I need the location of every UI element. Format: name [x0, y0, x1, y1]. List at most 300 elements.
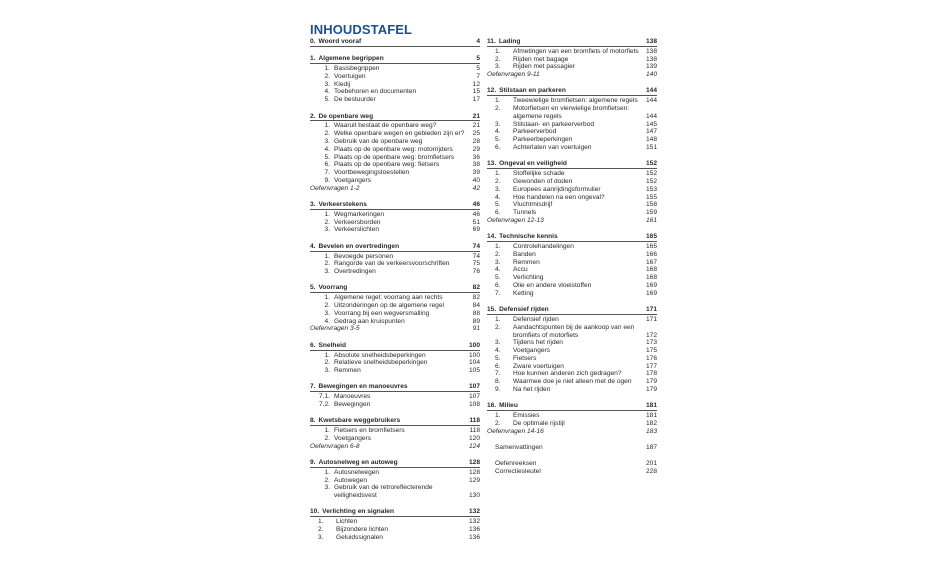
chapter-page: 165 — [645, 233, 657, 241]
chapter-title: Milieu — [499, 402, 518, 410]
exercise-entry[interactable] — [487, 428, 657, 436]
toc-entry[interactable] — [487, 274, 657, 282]
entry-page: 183 — [645, 427, 657, 435]
toc-entry[interactable] — [487, 201, 657, 209]
toc-entry[interactable] — [310, 367, 480, 375]
entry-page: 144 — [645, 112, 657, 120]
entry-number: 3. — [324, 309, 330, 317]
toc-chapter — [487, 160, 657, 224]
toc-entry[interactable] — [310, 268, 480, 276]
chapter-heading[interactable] — [487, 402, 657, 411]
entry-page: 138 — [645, 47, 657, 55]
toc-entry[interactable] — [310, 130, 480, 138]
toc-chapter — [310, 38, 480, 47]
chapter-title: De openbare weg — [318, 112, 374, 120]
toc-entry[interactable] — [487, 290, 657, 298]
chapter-heading[interactable] — [310, 508, 480, 517]
entry-number: 4. — [324, 88, 330, 96]
entry-title: Kledij — [334, 80, 351, 88]
entry-page: 151 — [645, 144, 657, 152]
entry-title: Verlichting — [513, 274, 544, 282]
entry-title: Plaats op de openbare weg: fietsers — [334, 161, 440, 169]
entry-title: Verkeerslichten — [334, 226, 380, 234]
entry-title: Voortbewegingstoestellen — [334, 169, 410, 177]
chapter-heading[interactable] — [487, 306, 657, 315]
toc-entry[interactable] — [487, 243, 657, 251]
entry-page: 25 — [472, 130, 480, 138]
chapter-number: 9. — [310, 458, 316, 466]
toc-entry[interactable] — [487, 136, 657, 144]
entry-page: 168 — [645, 266, 657, 274]
entry-title: Gedrag aan kruispunten — [334, 317, 405, 325]
entry-title: Oefenvragen 12-13 — [487, 216, 544, 224]
toc-entry[interactable] — [487, 113, 657, 121]
page-title: INHOUDSTAFEL — [310, 22, 413, 37]
entry-title: Oefenvragen 14-16 — [487, 427, 544, 435]
entry-number: 1. — [495, 170, 501, 178]
toc-chapter — [487, 460, 657, 476]
entry-page: 120 — [468, 434, 480, 442]
toc-chapter — [487, 306, 657, 394]
chapter-number: 13. — [487, 160, 497, 168]
toc-entry[interactable] — [487, 48, 657, 56]
toc-entry[interactable] — [487, 363, 657, 371]
entry-number: 6. — [324, 161, 330, 169]
entry-page: 76 — [472, 268, 480, 276]
entry-number: 2. — [324, 359, 330, 367]
toc-entry[interactable] — [487, 386, 657, 394]
chapter-title: Lading — [498, 38, 521, 45]
entry-title: Oefenreeksen — [495, 460, 537, 468]
entry-number: 1. — [324, 252, 330, 260]
toc-entry[interactable] — [310, 484, 480, 492]
chapter-heading[interactable] — [310, 383, 480, 392]
entry-number: 5. — [495, 136, 501, 144]
entry-number: 3. — [495, 63, 501, 71]
toc-entry[interactable] — [487, 121, 657, 129]
toc-chapter — [310, 459, 480, 500]
toc-entry[interactable] — [310, 518, 480, 526]
toc-entry[interactable] — [310, 469, 480, 477]
entry-title: De bestuurder — [334, 96, 376, 104]
entry-title: Tweewielige bromfietsen: algemene regels — [513, 97, 638, 105]
toc-entry[interactable] — [487, 412, 657, 420]
entry-number: 2. — [495, 419, 501, 427]
toc-entry[interactable] — [310, 81, 480, 89]
entry-title: Hoe handelen na een ongeval? — [513, 193, 605, 201]
entry-title: Voetgangers — [513, 347, 551, 355]
entry-page: 89 — [472, 317, 480, 325]
exercise-entry[interactable] — [487, 71, 657, 79]
entry-title: Achterlaten van voertuigen — [513, 144, 592, 152]
entry-title: Voorrang bij een wegversmalling — [334, 309, 430, 317]
toc-chapter — [310, 201, 480, 234]
entry-page: 177 — [645, 362, 657, 370]
entry-page: 42 — [472, 184, 480, 192]
toc-chapter — [487, 402, 657, 435]
entry-page: 166 — [645, 250, 657, 258]
entry-title: Motorfietsen en vierwielige bromfietsen: — [513, 105, 630, 113]
entry-title: Parkeerbeperkingen — [513, 136, 573, 144]
chapter-heading[interactable] — [310, 201, 480, 210]
toc-entry[interactable] — [487, 378, 657, 386]
chapter-heading[interactable] — [310, 459, 480, 468]
entry-number: 5. — [324, 153, 330, 161]
chapter-title: Voorrang — [318, 284, 348, 292]
entry-number: 3. — [318, 533, 324, 541]
entry-number: 1. — [324, 427, 330, 435]
toc-entry[interactable] — [310, 318, 480, 326]
entry-number: 2. — [495, 55, 501, 63]
chapter-page: 181 — [645, 402, 657, 410]
entry-title: Rangorde van de verkeersvoorschriften — [334, 260, 450, 268]
entry-title: Na het rijden — [513, 386, 551, 394]
toc-entry[interactable] — [487, 282, 657, 290]
entry-number: 4. — [495, 347, 501, 355]
entry-title: Gebruik van de retroreflecterende — [334, 484, 433, 492]
toc-chapter — [310, 55, 480, 104]
toc-entry[interactable] — [310, 177, 480, 185]
chapter-heading[interactable] — [310, 243, 480, 252]
chapter-number: 12. — [487, 87, 497, 95]
entry-number: 3. — [495, 339, 501, 347]
chapter-heading[interactable] — [487, 233, 657, 242]
entry-number: 3. — [495, 185, 501, 193]
chapter-heading[interactable] — [310, 417, 480, 426]
toc-entry[interactable] — [487, 259, 657, 267]
toc-entry[interactable] — [487, 128, 657, 136]
toc-entry[interactable] — [310, 526, 480, 534]
entry-number: 6. — [495, 362, 501, 370]
chapter-heading[interactable] — [310, 38, 480, 47]
entry-number: 2. — [324, 476, 330, 484]
toc-entry[interactable] — [310, 161, 480, 169]
entry-page: 136 — [468, 526, 480, 534]
entry-page: 145 — [645, 120, 657, 128]
entry-page: 82 — [472, 294, 480, 302]
toc-entry[interactable] — [487, 370, 657, 378]
toc-entry[interactable] — [310, 435, 480, 443]
toc-entry[interactable] — [487, 339, 657, 347]
entry-title: Rijden met passagier — [513, 63, 575, 71]
toc-chapter — [487, 38, 657, 79]
entry-page: 5 — [476, 65, 480, 73]
chapter-heading[interactable] — [310, 55, 480, 64]
chapter-title: Algemene begrippen — [318, 55, 384, 63]
entry-number: 2. — [318, 526, 324, 534]
entry-title: Verkeersborden — [334, 218, 381, 226]
entry-page: 40 — [472, 176, 480, 184]
entry-page: 74 — [472, 252, 480, 260]
entry-page: 173 — [645, 339, 657, 347]
toc-entry[interactable] — [310, 169, 480, 177]
chapter-page: 4 — [476, 38, 480, 45]
entry-title: Stoffelijke schade — [513, 170, 565, 178]
toc-entry[interactable] — [487, 444, 657, 452]
entry-page: 159 — [645, 209, 657, 217]
toc-entry[interactable] — [310, 154, 480, 162]
chapter-number: 6. — [310, 341, 316, 349]
entry-title: Waarmee doe je niet alleen met de ogen — [513, 378, 632, 386]
entry-title: Oefenvragen 9-11 — [487, 71, 540, 79]
chapter-title: Bewegingen en manoeuvres — [318, 383, 408, 391]
entry-title: Correctiesleutel — [495, 468, 541, 476]
entry-page: 182 — [645, 419, 657, 427]
chapter-page: 118 — [469, 417, 480, 425]
entry-page: 178 — [645, 370, 657, 378]
toc-entry[interactable] — [310, 294, 480, 302]
chapter-page: 74 — [472, 242, 480, 250]
entry-title: Plaats op de openbare weg: motorrijders — [334, 145, 453, 153]
entry-number: 2. — [324, 434, 330, 442]
toc-entry[interactable] — [487, 347, 657, 355]
chapter-page: 82 — [472, 284, 480, 292]
entry-title: Europees aanrijdingsformulier — [513, 185, 601, 193]
entry-page: 29 — [472, 145, 480, 153]
entry-title: Gewonden of doden — [513, 177, 573, 185]
toc-entry[interactable] — [310, 96, 480, 104]
chapter-page: 46 — [472, 201, 480, 209]
toc-entry[interactable] — [310, 492, 480, 500]
toc-column-left — [310, 38, 480, 550]
entry-title: Hoe kunnen anderen zich gedragen? — [513, 370, 622, 378]
chapter-title: Kwetsbare weggebruikers — [318, 417, 401, 425]
entry-page: 100 — [468, 351, 480, 359]
entry-page: 201 — [645, 460, 657, 468]
toc-entry[interactable] — [310, 401, 480, 409]
toc-entry[interactable] — [487, 460, 657, 468]
exercise-entry[interactable] — [310, 325, 480, 333]
chapter-page: 171 — [645, 306, 657, 314]
entry-title: Vluchtmisdrijf — [513, 201, 553, 209]
toc-entry[interactable] — [487, 266, 657, 274]
toc-entry[interactable] — [310, 477, 480, 485]
toc-entry[interactable] — [310, 260, 480, 268]
toc-entry[interactable] — [487, 468, 657, 476]
entry-number: 7. — [495, 370, 501, 378]
chapter-page: 100 — [468, 341, 480, 349]
entry-page: 155 — [645, 193, 657, 201]
entry-title: Ketting — [513, 289, 534, 297]
entry-number: 3. — [324, 268, 330, 276]
toc-entry[interactable] — [310, 73, 480, 81]
toc-chapter — [487, 233, 657, 297]
toc-entry[interactable] — [487, 105, 657, 113]
toc-entry[interactable] — [487, 420, 657, 428]
toc-entry[interactable] — [310, 219, 480, 227]
chapter-page: 152 — [645, 160, 657, 168]
entry-title: Banden — [513, 250, 536, 258]
toc-entry[interactable] — [487, 324, 657, 332]
toc-entry[interactable] — [310, 65, 480, 73]
entry-title: Fietsers — [513, 354, 537, 362]
entry-page: 171 — [645, 315, 657, 323]
entry-number: 9. — [324, 176, 330, 184]
toc-entry[interactable] — [310, 88, 480, 96]
chapter-page: 128 — [468, 458, 480, 466]
entry-number: 2. — [495, 177, 501, 185]
entry-title: Tunnels — [513, 209, 537, 217]
entry-title: Tijdens het rijden — [513, 339, 563, 347]
entry-number: 1. — [324, 210, 330, 218]
toc-entry[interactable] — [487, 56, 657, 64]
toc-entry[interactable] — [310, 122, 480, 130]
entry-page: 69 — [472, 226, 480, 234]
entry-page: 179 — [645, 386, 657, 394]
chapter-heading[interactable] — [310, 342, 480, 351]
chapter-number: 1. — [310, 55, 316, 63]
entry-title: Basisbegrippen — [334, 65, 380, 73]
entry-page: 12 — [472, 80, 480, 88]
chapter-heading[interactable] — [487, 160, 657, 169]
entry-number: 1. — [495, 412, 501, 420]
entry-title: Emissies — [513, 412, 540, 420]
entry-title: Autosnelwegen — [334, 468, 380, 476]
entry-number: 4. — [495, 128, 501, 136]
entry-number: 2. — [495, 250, 501, 258]
entry-title: Aandachtspunten bij de aankoop van een — [513, 323, 635, 331]
entry-number: 6. — [495, 209, 501, 217]
toc-entry[interactable] — [487, 316, 657, 324]
entry-page: 138 — [645, 55, 657, 63]
chapter-heading[interactable] — [310, 113, 480, 122]
chapter-heading[interactable] — [310, 284, 480, 293]
entry-number: 3. — [324, 367, 330, 375]
exercise-entry[interactable] — [487, 217, 657, 225]
toc-entry[interactable] — [310, 352, 480, 360]
chapter-number: 16. — [487, 402, 497, 410]
entry-title: Voetgangers — [334, 176, 372, 184]
toc-entry[interactable] — [310, 211, 480, 219]
entry-number: 2. — [495, 105, 501, 113]
toc-entry[interactable] — [310, 427, 480, 435]
entry-number: 1. — [318, 518, 324, 526]
entry-number: 3. — [324, 484, 330, 492]
entry-page: 165 — [645, 243, 657, 251]
exercise-entry[interactable] — [310, 185, 480, 193]
toc-entry[interactable] — [310, 393, 480, 401]
toc-entry[interactable] — [310, 534, 480, 542]
toc-entry[interactable] — [487, 332, 657, 340]
entry-number: 4. — [324, 145, 330, 153]
entry-page: 181 — [645, 412, 657, 420]
exercise-entry[interactable] — [310, 443, 480, 451]
chapter-title: Technische kennis — [499, 233, 558, 241]
entry-title: Relatieve snelheidsbeperkingen — [334, 359, 428, 367]
toc-entry[interactable] — [310, 253, 480, 261]
entry-page: 136 — [468, 533, 480, 541]
entry-title: Samenvattingen — [495, 444, 543, 452]
chapter-number: 10. — [310, 508, 320, 516]
chapter-heading[interactable] — [487, 38, 657, 47]
toc-entry[interactable] — [310, 359, 480, 367]
chapter-number: 11. — [487, 38, 496, 45]
entry-page: 28 — [472, 137, 480, 145]
toc-entry[interactable] — [310, 310, 480, 318]
entry-page: 128 — [468, 468, 480, 476]
entry-number: 7. — [324, 169, 330, 177]
chapter-number: 8. — [310, 417, 316, 425]
toc-entry[interactable] — [487, 63, 657, 71]
entry-page: 144 — [645, 97, 657, 105]
toc-entry[interactable] — [310, 302, 480, 310]
entry-page: 152 — [645, 177, 657, 185]
entry-page: 158 — [645, 201, 657, 209]
entry-page: 152 — [645, 170, 657, 178]
entry-title: Oefenvragen 3-5 — [310, 325, 360, 333]
toc-entry[interactable] — [487, 194, 657, 202]
chapter-heading[interactable] — [487, 87, 657, 96]
toc-chapter — [310, 508, 480, 541]
entry-number: 2. — [324, 72, 330, 80]
entry-number: 3. — [495, 120, 501, 128]
entry-number: 1. — [495, 47, 501, 55]
toc-entry[interactable] — [487, 170, 657, 178]
toc-entry[interactable] — [310, 146, 480, 154]
entry-page: 75 — [472, 260, 480, 268]
toc-entry[interactable] — [487, 355, 657, 363]
toc-entry[interactable] — [487, 97, 657, 105]
entry-title: Plaats op de openbare weg: bromfietsers — [334, 153, 455, 161]
toc-entry[interactable] — [487, 144, 657, 152]
entry-title: Defensief rijden — [513, 315, 559, 323]
entry-title: Rijden met bagage — [513, 55, 569, 63]
entry-number: 5. — [495, 201, 501, 209]
toc-chapter — [487, 87, 657, 151]
entry-title: Olie en andere vloeistoffen — [513, 282, 592, 290]
entry-title: Overtredingen — [334, 268, 376, 276]
entry-page: 179 — [645, 378, 657, 386]
entry-title: Stilstaan- en parkeerverbod — [513, 120, 595, 128]
entry-page: 167 — [645, 258, 657, 266]
entry-title: Voertuigen — [334, 72, 366, 80]
entry-title: De optimale rijstijl — [513, 419, 565, 427]
chapter-title: Verlichting en signalen — [322, 508, 394, 516]
entry-page: 104 — [468, 359, 480, 367]
chapter-title: Defensief rijden — [499, 306, 549, 314]
entry-page: 161 — [645, 216, 657, 224]
entry-page: 169 — [645, 282, 657, 290]
entry-title: algemene regels — [513, 112, 562, 120]
toc-entry[interactable] — [487, 178, 657, 186]
chapter-number: 2. — [310, 112, 316, 120]
entry-page: 228 — [645, 468, 657, 476]
entry-page: 84 — [472, 302, 480, 310]
entry-page: 88 — [472, 309, 480, 317]
entry-title: Bevoegde personen — [334, 252, 394, 260]
chapter-number: 15. — [487, 306, 497, 314]
toc-entry[interactable] — [487, 251, 657, 259]
entry-page: 21 — [472, 122, 480, 130]
entry-page: 51 — [472, 218, 480, 226]
entry-title: Voetgangers — [334, 434, 372, 442]
entry-title: Oefenvragen 6-8 — [310, 442, 360, 450]
chapter-number: 14. — [487, 233, 497, 241]
toc-entry[interactable] — [487, 209, 657, 217]
toc-entry[interactable] — [310, 138, 480, 146]
entry-page: 91 — [472, 325, 480, 333]
toc-entry[interactable] — [310, 226, 480, 234]
entry-title: Waaruit bestaat de openbare weg? — [334, 122, 437, 130]
entry-number: 1. — [324, 351, 330, 359]
entry-page: 140 — [645, 71, 657, 79]
chapter-page: 21 — [472, 112, 480, 120]
chapter-page: 5 — [476, 55, 480, 63]
chapter-page: 132 — [468, 508, 480, 516]
entry-page: 36 — [472, 153, 480, 161]
toc-entry[interactable] — [487, 186, 657, 194]
entry-title: Welke openbare wegen en gebieden zijn er? — [334, 130, 465, 138]
